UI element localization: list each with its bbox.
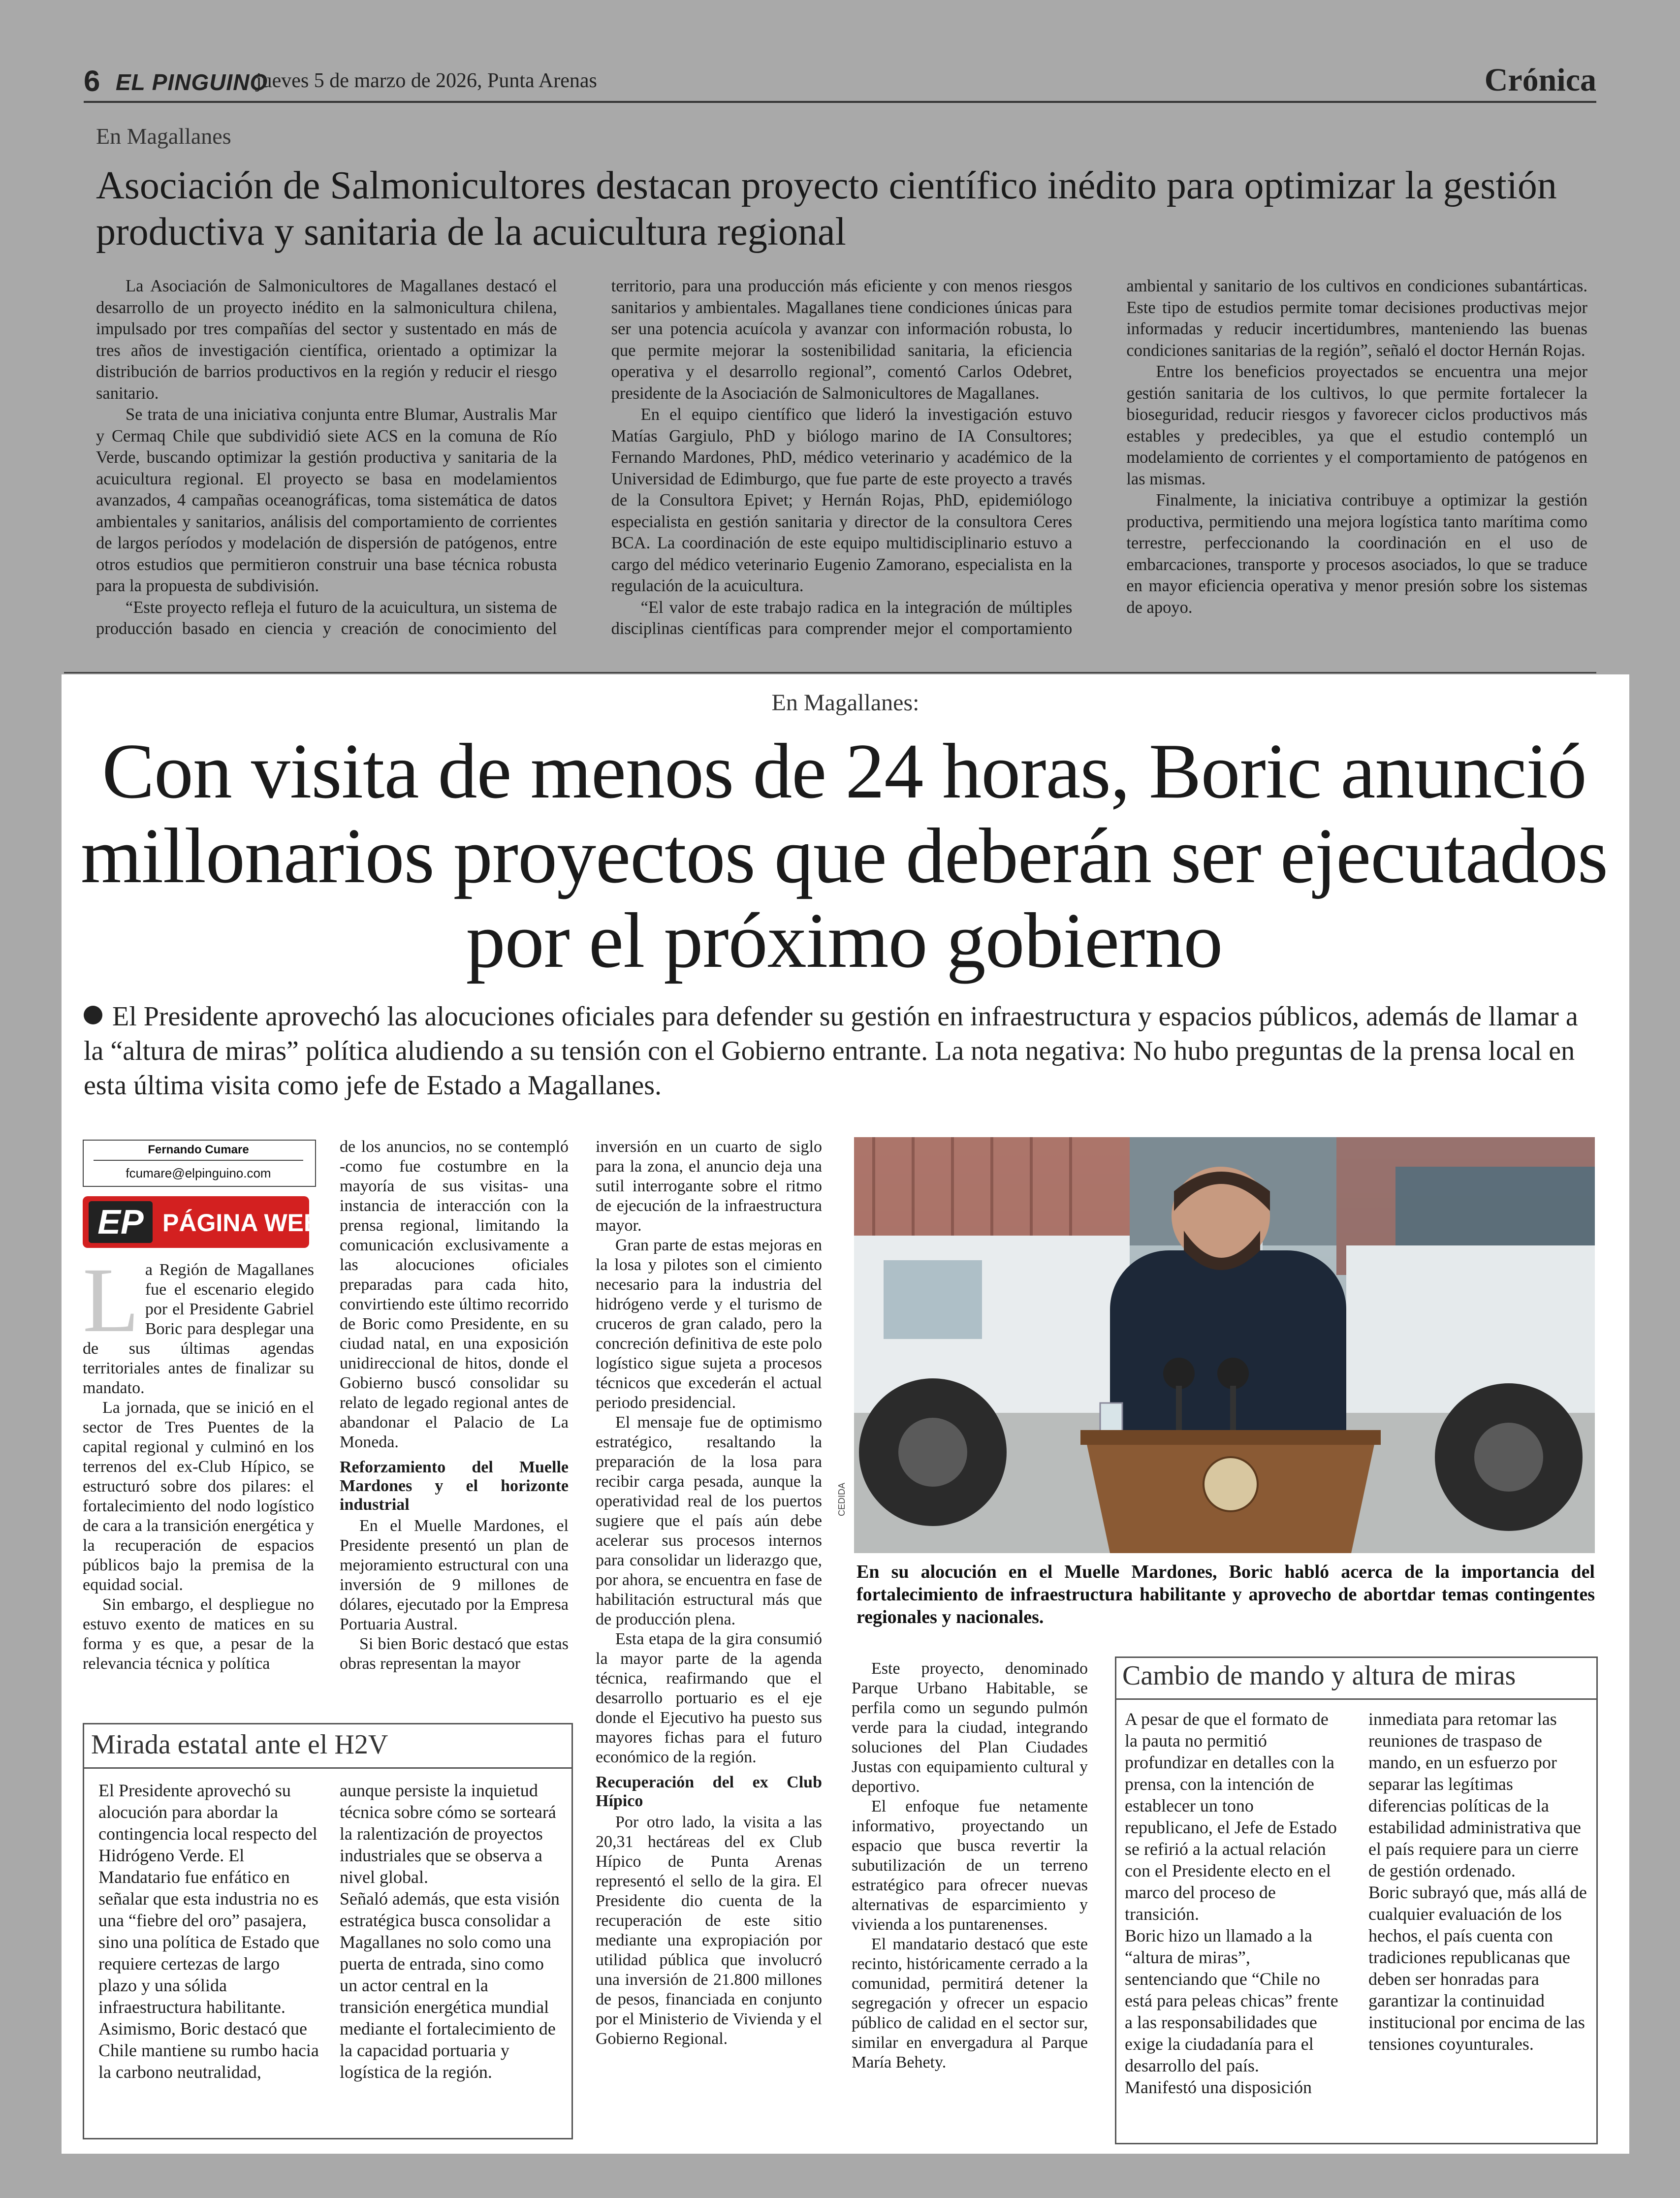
sidebar-mando-column-1 — [1125, 1708, 1344, 2136]
top-paragraph: “Este proyecto refleja el futuro de la acuicultura, un sistema de producción basado en ciencia y creación de conocimiento del territorio, para una producción más eficiente y con menos riesgos sanitarios y ambientales. Magallanes tiene condiciones únicas para ser una potencia acuícola y avanzar con información robusta, lo que permite mejorar la sostenibilidad sanitaria, la eficiencia operativa y el desarrollo regional”, comentó Carlos Odebret, presidente de la Asociación de Salmonicultores de Magallanes. — [96, 277, 1073, 638]
paragraph: El Presidente aprovechó su alocución para abordar la contingencia local respecto del Hidrógeno Verde. El Mandatario fue enfático en señalar que esta industria no es una “fiebre del oro” pasajera, sino una política de Estado que requiere certezas de largo plazo y una sólida infraestructura habilitante. — [98, 1781, 319, 2017]
paragraph: El mandatario destacó que este recinto, históricamente cerrado a la comunidad, permitirá detener la segregación y ofrecer un espacio público de calidad en el sector sur, similar en envergadura al Parque María Behety. — [852, 1935, 1088, 2071]
top-paragraph: En el equipo científico que lideró la investigación estuvo Matías Gargiulo, PhD y biólogo marino de IA Consultores; Fernando Mardones, PhD, médico veterinario y académico de la Universidad de Edimburgo, que fue parte de este proyecto a través de la Consultora Epivet; y Hernán Rojas, PhD, epidemiólogo especialista en gestión sanitaria y director de la consultora Ceres BCA. La coordinación de este equipo multidisciplinario estuvo a cargo del médico veterinario Eugenio Zamorano, especialista en la regulación de la acuicultura. — [611, 405, 1073, 595]
top-paragraph: Finalmente, la iniciativa contribuye a optimizar la gestión productiva, permitiendo una mejora logística tanto marítima como terrestre, perfeccionando la coordinación en el uso de embarcaciones, transporte y procesos asociados, lo que se traduce en mayor eficiencia operativa y menor presión sobre los sistemas de apoyo. — [1126, 491, 1587, 617]
paragraph: En el Muelle Mardones, el Presidente presentó un plan de mejoramiento estructural con una inversión de 9 millones de dólares, ejecutado por la Empresa Portuaria Austral. — [340, 1517, 569, 1633]
main-column-1 — [83, 1260, 314, 1703]
photo-illustration — [854, 1137, 1595, 1553]
sidebar-rule — [1115, 1698, 1598, 1700]
paragraph: Sin embargo, el despliegue no estuvo exento de matices en su forma y es que, a pesar de la relevancia técnica y política — [83, 1595, 314, 1673]
paragraph: Si bien Boric destacó que estas obras representan la mayor — [340, 1635, 569, 1673]
newspaper-brand: EL PINGUINO — [116, 69, 268, 95]
lead-paragraph — [83, 1260, 314, 1398]
paragraph: de los anuncios, no se contempló -como fue costumbre en la mayoría de sus visitas- una instancia de interacción con la prensa regional, limitando la comunicación exclusivamente a las alocuciones oficiales preparadas para cada hito, convirtiendo este último recorrido de Boric como Presidente, en su ciudad natal, en una exposición unidireccional de hitos, donde el Gobierno buscó consolidar su relato de legado regional antes de abandonar el Palacio de La Moneda. — [340, 1138, 569, 1451]
paragraph: Asimismo, Boric destacó que Chile mantiene su rumbo hacia la carbono neutralidad, — [98, 2019, 319, 2082]
sidebar-h2v-column-2 — [340, 1780, 561, 2134]
main-column-2 — [340, 1137, 569, 1703]
lead-text: a Región de Magallanes fue el escenario elegido por el Presidente Gabriel Boric para desplegar una de sus últimas agendas territoriales antes de finalizar su mandato. — [83, 1261, 314, 1397]
web-page-label: PÁGINA WEB — [162, 1209, 322, 1237]
main-column-3 — [596, 1137, 822, 2146]
main-article-kicker: En Magallanes: — [771, 690, 919, 716]
header-rule — [84, 101, 1596, 103]
bullet-icon — [84, 1006, 102, 1024]
paragraph: La jornada, que se inició en el sector de Tres Puentes de la capital regional y culminó en los terrenos del ex-Club Hípico, se estructuró sobre dos pilares: el fortalecimiento del nodo logístico de cara a la transición energética y la recuperación de espacios públicos bajo la premisa de la equidad social. — [83, 1399, 314, 1594]
byline-rule — [94, 1160, 303, 1161]
paragraph: Boric subrayó que, más allá de cualquier evaluación de los hechos, el país cuenta con tradiciones republicanas que deben ser honradas para garantizar la continuidad institucional por encima de las tensiones coyunturales. — [1368, 1882, 1587, 2054]
main-article-headline: Con visita de menos de 24 horas, Boric anunció millonarios proyectos que deberán ser ejecutados por el próximo gobierno — [81, 727, 1608, 984]
paragraph: Señaló además, que esta visión estratégica busca consolidar a Magallanes no solo como una puerta de entrada, sino como un actor central en la transición energética mundial mediante el fortalecimiento de la capacidad portuaria y logística de la región. — [340, 1889, 560, 2082]
sidebar-mando-title: Cambio de mando y altura de miras — [1122, 1660, 1516, 1691]
top-paragraph: La Asociación de Salmonicultores de Magallanes destacó el desarrollo de un proyecto inédito en la salmonicultura chilena, impulsado por tres compañías del sector y sustentado en más de tres años de investigación científica, orientado a optimizar la distribución de barrios productivos en la región y reducir el riesgo sanitario. — [96, 277, 557, 403]
sidebar-h2v-title: Mirada estatal ante el H2V — [91, 1729, 388, 1760]
top-article-kicker: En Magallanes — [96, 124, 231, 149]
paragraph: Por otro lado, la visita a las 20,31 hectáreas del ex Club Hípico de Punta Arenas representó el sello de la gira. El Presidente dio cuenta de la recuperación de este sitio mediante una expropiación por utilidad pública que involucró una inversión de 21.800 millones de pesos, financiada en conjunto por el Ministerio de Vivienda y el Gobierno Regional. — [596, 1813, 822, 2048]
subheading-club-hipico: Recuperación del ex Club Hípico — [596, 1773, 822, 1810]
paragraph: A pesar de que el formato de la pauta no permitió profundizar en detalles con la prensa, con la intención de establecer un tono republicano, el Jefe de Estado se refirió a la actual relación con el Presidente electo en el marco del proceso de transición. — [1125, 1709, 1337, 1924]
top-paragraph: Se trata de una iniciativa conjunta entre Blumar, Australis Mar y Cermaq Chile que subdividió siete ACS en la comuna de Río Verde, buscando optimizar la gestión productiva y sanitaria de la acuicultura regional. El proyecto se basa en modelamientos avanzados, 4 campañas oceanográficas, toma sistemática de datos ambientales y sanitarios, análisis del comportamiento de corrientes de largos períodos y modelación de dispersión de patógenos, entre otros estudios que permitieron construir una base técnica robusta para la propuesta de subdivisión. — [96, 405, 557, 595]
ep-logo: EP — [89, 1201, 153, 1243]
paragraph: aunque persiste la inquietud técnica sobre cómo se sorteará la ralentización de proyectos industriales que se observa a nivel global. — [340, 1781, 556, 1887]
photo-caption: En su alocución en el Muelle Mardones, Boric habló acerca de la importancia del fortalecimiento de infraestructura habilitante y aprovecho de abortdar temas contingentes regionales y nacionales. — [856, 1561, 1595, 1627]
top-article-headline: Asociación de Salmonicultores destacan proyecto científico inédito para optimizar la gestión productiva y sanitaria de la acuicultura regional — [96, 164, 1557, 254]
paragraph: Boric hizo un llamado a la “altura de miras”, sentenciando que “Chile no está para peleas chicas” frente a las responsabilidades que exige la ciudadanía para el desarrollo del país. — [1125, 1926, 1338, 2075]
subheading-muelle: Reforzamiento del Muelle Mardones y el horizonte industrial — [340, 1458, 569, 1514]
sidebar-mando-column-2 — [1368, 1708, 1587, 2136]
paragraph: Manifestó una disposición — [1125, 2077, 1312, 2097]
dateline: jueves 5 de marzo de 2026, Punta Arenas — [256, 69, 597, 92]
sidebar-rule — [83, 1767, 573, 1769]
section-divider — [64, 672, 1596, 673]
top-article-body — [96, 276, 1587, 660]
paragraph: Gran parte de estas mejoras en la losa y pilotes son el cimiento necesario para la industria del hidrógeno verde y el turismo de cruceros de gran calado, pero la concreción definitiva de este polo logístico sigue sujeta a procesos técnicos que excederán el actual periodo presidencial. — [596, 1236, 822, 1412]
dropcap: L — [83, 1260, 139, 1351]
byline-email[interactable]: fcumare@elpinguino.com — [126, 1166, 271, 1180]
page-number: 6 — [84, 64, 100, 97]
paragraph: inmediata para retomar las reuniones de traspaso de mando, en un esfuerzo por separar las legítimas diferencias políticas de la estabilidad administrativa que el país requiere para un cierre de gestión ordenado. — [1368, 1709, 1581, 1880]
photo-credit: CEDIDA — [837, 1482, 847, 1516]
sidebar-h2v-column-1 — [98, 1780, 320, 2134]
paragraph: El mensaje fue de optimismo estratégico, resaltando la preparación de la losa para recibir carga pesada, aunque la operatividad real de los puertos sugiere que el país aún debe acelerar sus procesos internos para consolidar un liderazgo que, por ahora, se encuentra en fase de habilitación estructural más que de producción plena. — [596, 1413, 822, 1628]
main-column-4 — [852, 1659, 1088, 2141]
top-paragraph: “El valor de este trabajo radica en la integración de múltiples disciplinas científicas para comprender mejor el comportamiento ambiental y sanitario de los cultivos en condiciones subantárticas. Este tipo de estudios permite tomar decisiones productivas mejor informadas y reducir incertidumbres, manteniendo las buenas condiciones sanitarias de la región”, señaló el doctor Hernán Rojas. — [611, 277, 1587, 638]
deck-text: El Presidente aprovechó las alocuciones oficiales para defender su gestión en infraestructura y espacios públicos, además de llamar a la “altura de miras” política aludiendo a su tensión con el Gobierno entrante. La nota negativa: No hubo preguntas de la prensa local en esta última visita como jefe de Estado a Magallanes. — [84, 1001, 1578, 1101]
photo-boric-podium — [854, 1137, 1595, 1553]
top-paragraph: Entre los beneficios proyectados se encuentra una mejor gestión sanitaria de los cultivos, lo que permite fortalecer la bioseguridad, reducir riesgos y favorecer ciclos productivos más estables y predecibles, ya que el estudio contempló un modelamiento de corrientes y el comportamiento de patógenos en las mismas. — [1126, 362, 1587, 488]
paragraph: El enfoque fue netamente informativo, proyectando un espacio que busca revertir la subutilización de un terreno estratégico para ofrecer nuevas alternativas de esparcimiento y vivienda a los puntarenenses. — [852, 1797, 1088, 1934]
section-title: Crónica — [1484, 62, 1596, 98]
paragraph: inversión en un cuarto de siglo para la zona, el anuncio deja una sutil interrogante sobre el ritmo de ejecución de la infraestructura mayor. — [596, 1138, 822, 1235]
byline-name: Fernando Cumare — [148, 1143, 249, 1156]
paragraph: Esta etapa de la gira consumió la mayor parte de la agenda técnica, reafirmando que el desarrollo portuario es el eje donde el Ejecutivo ha puesto sus mayores fichas para el futuro económico de la región. — [596, 1630, 822, 1766]
main-article-deck — [84, 999, 1605, 1103]
paragraph: Este proyecto, denominado Parque Urbano Habitable, se perfila como un segundo pulmón verde para la ciudad, integrando soluciones del Plan Ciudades Justas con equipamiento cultural y deportivo. — [852, 1659, 1088, 1796]
